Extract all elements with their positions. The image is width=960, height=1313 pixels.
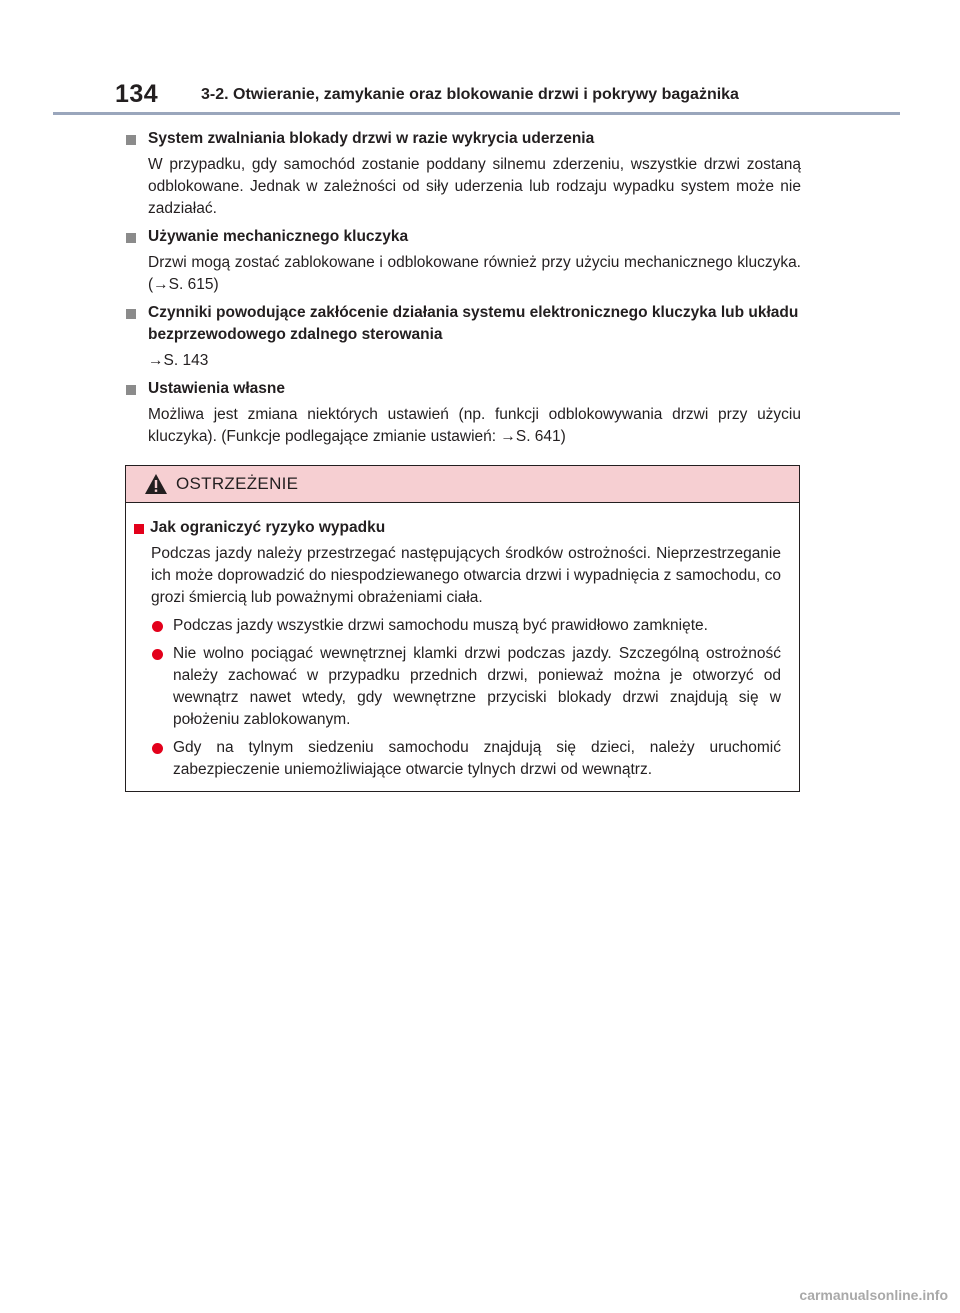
warning-triangle-icon bbox=[144, 473, 168, 495]
square-bullet-icon bbox=[126, 233, 136, 243]
page-header bbox=[0, 0, 960, 120]
main-content bbox=[126, 126, 801, 454]
warning-title: OSTRZEŻENIE bbox=[176, 474, 299, 493]
warning-bullet bbox=[152, 643, 781, 731]
warning-subheading: Jak ograniczyć ryzyko wypadku bbox=[150, 519, 386, 536]
section-body: Możliwa jest zmiana niektórych ustawień (np. funkcji odblokowywania drzwi przy użyciu kluczyka). (Funkcje podlegające zmianie ustawień: →S. 641) bbox=[148, 406, 801, 445]
section-heading: Używanie mechanicznego kluczyka bbox=[148, 228, 409, 245]
header-divider bbox=[53, 112, 900, 115]
square-bullet-icon bbox=[126, 309, 136, 319]
warning-content bbox=[126, 503, 799, 781]
section-impact-unlock bbox=[126, 128, 801, 220]
red-square-bullet-icon bbox=[134, 524, 144, 534]
section-body: Drzwi mogą zostać zablokowane i odblokowane również przy użyciu mechanicznego kluczyka. (→S. 615) bbox=[148, 254, 801, 293]
section-heading: System zwalniania blokady drzwi w razie wykrycia uderzenia bbox=[148, 130, 595, 147]
bullet-text: Gdy na tylnym siedzeniu samochodu znajdują się dzieci, należy uruchomić zabezpieczenie uniemożliwiające otwarcie tylnych drzwi od wewnątrz. bbox=[173, 739, 781, 778]
bullet-text: Nie wolno pociągać wewnętrznej klamki drzwi podczas jazdy. Szczególną ostrożność należy zachować w przypadku przednich drzwi, ponieważ można je otworzyć od wewnątrz nawet wtedy, gdy wewnętrzne przyciski blokady drzwi znajdują się w położeniu zablokowanym. bbox=[173, 645, 781, 728]
page-number: 134 bbox=[115, 80, 159, 108]
square-bullet-icon bbox=[126, 385, 136, 395]
red-dot-bullet-icon bbox=[152, 743, 163, 754]
square-bullet-icon bbox=[126, 135, 136, 145]
section-mechanical-key bbox=[126, 226, 801, 296]
section-body: W przypadku, gdy samochód zostanie poddany silnemu zderzeniu, wszystkie drzwi zostaną odblokowane. Jednak w zależności od siły uderzenia lub rodzaju wypadku system może nie zadziałać. bbox=[148, 156, 801, 217]
red-dot-bullet-icon bbox=[152, 621, 163, 632]
red-dot-bullet-icon bbox=[152, 649, 163, 660]
section-custom-settings bbox=[126, 378, 801, 448]
warning-bullet bbox=[152, 737, 781, 781]
section-body: →S. 143 bbox=[148, 352, 209, 369]
warning-bullet bbox=[152, 615, 781, 637]
section-interference-factors bbox=[126, 302, 801, 372]
chapter-title: 3-2. Otwieranie, zamykanie oraz blokowanie drzwi i pokrywy bagażnika bbox=[201, 86, 739, 103]
watermark-text: carmanualsonline.info bbox=[799, 1287, 948, 1303]
bullet-text: Podczas jazdy wszystkie drzwi samochodu muszą być prawidłowo zamknięte. bbox=[173, 617, 708, 634]
section-heading: Ustawienia własne bbox=[148, 380, 285, 397]
warning-intro: Podczas jazdy należy przestrzegać następujących środków ostrożności. Nieprzestrzeganie ich może doprowadzić do niespodziewanego otwarcia drzwi i wypadnięcia z samochodu, co grozi śmiercią lub poważnymi obrażeniami ciała. bbox=[151, 545, 781, 606]
section-heading: Czynniki powodujące zakłócenie działania systemu elektronicznego kluczyka lub układu bezprzewodowego zdalnego sterowania bbox=[148, 304, 799, 343]
warning-box bbox=[125, 465, 800, 792]
warning-header bbox=[126, 466, 799, 503]
